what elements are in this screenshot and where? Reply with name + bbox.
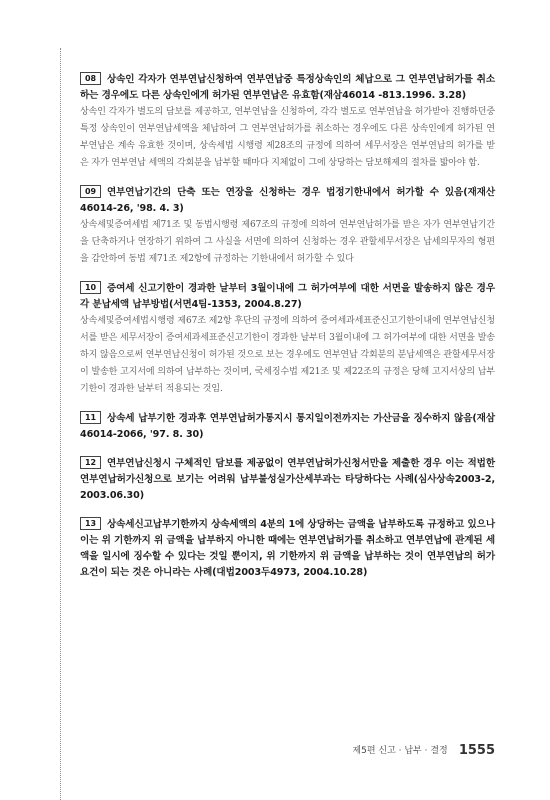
entry-12 [80, 456, 495, 504]
entry-heading-text: 상속세신고납부기한까지 상속세액의 4분의 1에 상당하는 금액을 납부하도록 규정하고 있으나 이는 위 기한까지 위 금액을 납부하지 아니한 때에는 연부연납허가를 취소하고 연부연납에 관계된 세액을 일시에 징수할 수 있다는 것일 뿐이지, 위 기한까지 위 금액을 납부하는 것이 연부연납의 허가요건이 되는 것은 아니라는 사례(대법2003두4973, 2004.10.28) [80, 519, 495, 578]
entry-heading-text: 상속세 납부기한 경과후 연부연납허가통지시 통지일이전까지는 가산금을 징수하지 않음(재삼 46014-2066, '97. 8. 30) [80, 413, 495, 440]
entry-heading [80, 72, 495, 104]
page-footer [352, 739, 495, 758]
page-margin-dotted-line [60, 48, 61, 800]
entry-13 [80, 517, 495, 581]
entry-11 [80, 411, 495, 443]
entry-heading [80, 185, 495, 217]
entry-number-box: 09 [80, 185, 101, 198]
entry-heading [80, 281, 495, 313]
page-number: 1555 [458, 743, 495, 758]
entry-heading [80, 456, 495, 504]
entry-heading-text: 증여세 신고기한이 경과한 날부터 3월이내에 그 허가여부에 대한 서면을 발송하지 않은 경우 각 분납세액 납부방법(서면4팀-1353, 2004.8.27) [80, 283, 495, 310]
entry-09 [80, 185, 495, 268]
entry-heading [80, 411, 495, 443]
entry-number-box: 13 [80, 517, 101, 530]
entry-number-box: 08 [80, 72, 101, 85]
entry-body: 상속세및증여세법시행령 제67조 제2항 후단의 규정에 의하여 증여세과세표준신고기한이내에 연부연납신청서를 받은 세무서장이 증여세과세표준신고기한이 경과한 날부터 3월이내에 그 허가여부에 대한 서면을 발송하지 않음으로써 연부연납신청이 허가된 것으로 보는 경우에도 연부연납 각회분의 분납세액은 관할세무서장이 발송한 고지서에 의하여 납부하는 것이며, 국세징수법 제21조 및 제22조의 규정은 당해 고지서상의 납부기한이 경과한 날부터 적용되는 것임. [80, 316, 495, 394]
page-content [80, 72, 495, 594]
entry-number-box: 12 [80, 456, 101, 469]
entry-heading [80, 517, 495, 581]
entry-heading-text: 연부연납신청시 구체적인 담보를 제공없이 연부연납허가신청서만을 제출한 경우 이는 적법한 연부연납허가신청으로 보기는 어려워 납부불성실가산세부과는 타당하다는 사례(심사상속2003-2, 2003.06.30) [80, 458, 495, 501]
entry-10 [80, 281, 495, 398]
entry-08 [80, 72, 495, 172]
entry-number-box: 11 [80, 411, 101, 424]
footer-section-title: 제5편 신고 · 납부 · 결정 [352, 746, 448, 756]
entry-body: 상속인 각자가 별도의 담보를 제공하고, 연부연납을 신청하여, 각각 별도로 연부연납을 허가받아 진행하던중 특정 상속인이 연부연납세액을 체납하여 그 연부연납허가를 취소하는 경우에도 다른 상속인에게 허가된 연부연납은 계속 유효한 것이며, 상속세법 시행령 제28조의 규정에 의하여 세무서장은 연부연납의 허가를 받은 자가 연부연납 세액의 각회분을 납부할 때마다 지체없이 그에 상당하는 담보해제의 절차를 밟아야 함. [80, 107, 495, 168]
entry-heading-text: 연부연납기간의 단축 또는 연장을 신청하는 경우 법정기한내에서 허가할 수 있음(재재산 46014-26, '98. 4. 3) [80, 187, 495, 214]
entry-number-box: 10 [80, 281, 101, 294]
entry-heading-text: 상속인 각자가 연부연납신청하여 연부연납중 특정상속인의 체납으로 그 연부연납허가를 취소하는 경우에도 다른 상속인에게 허가된 연부연납은 유효함(재삼46014 -813.1996. 3.28) [80, 74, 495, 101]
entry-body: 상속세및증여세법 제71조 및 동법시행령 제67조의 규정에 의하여 연부연납허가를 받은 자가 연부연납기간을 단축하거나 연장하기 위하여 그 사실을 서면에 의하여 신청하는 경우 관할세무서장은 납세의무자의 형편을 감안하여 동법 제71조 제2항에 규정하는 기한내에서 허가할 수 있다 [80, 220, 495, 264]
